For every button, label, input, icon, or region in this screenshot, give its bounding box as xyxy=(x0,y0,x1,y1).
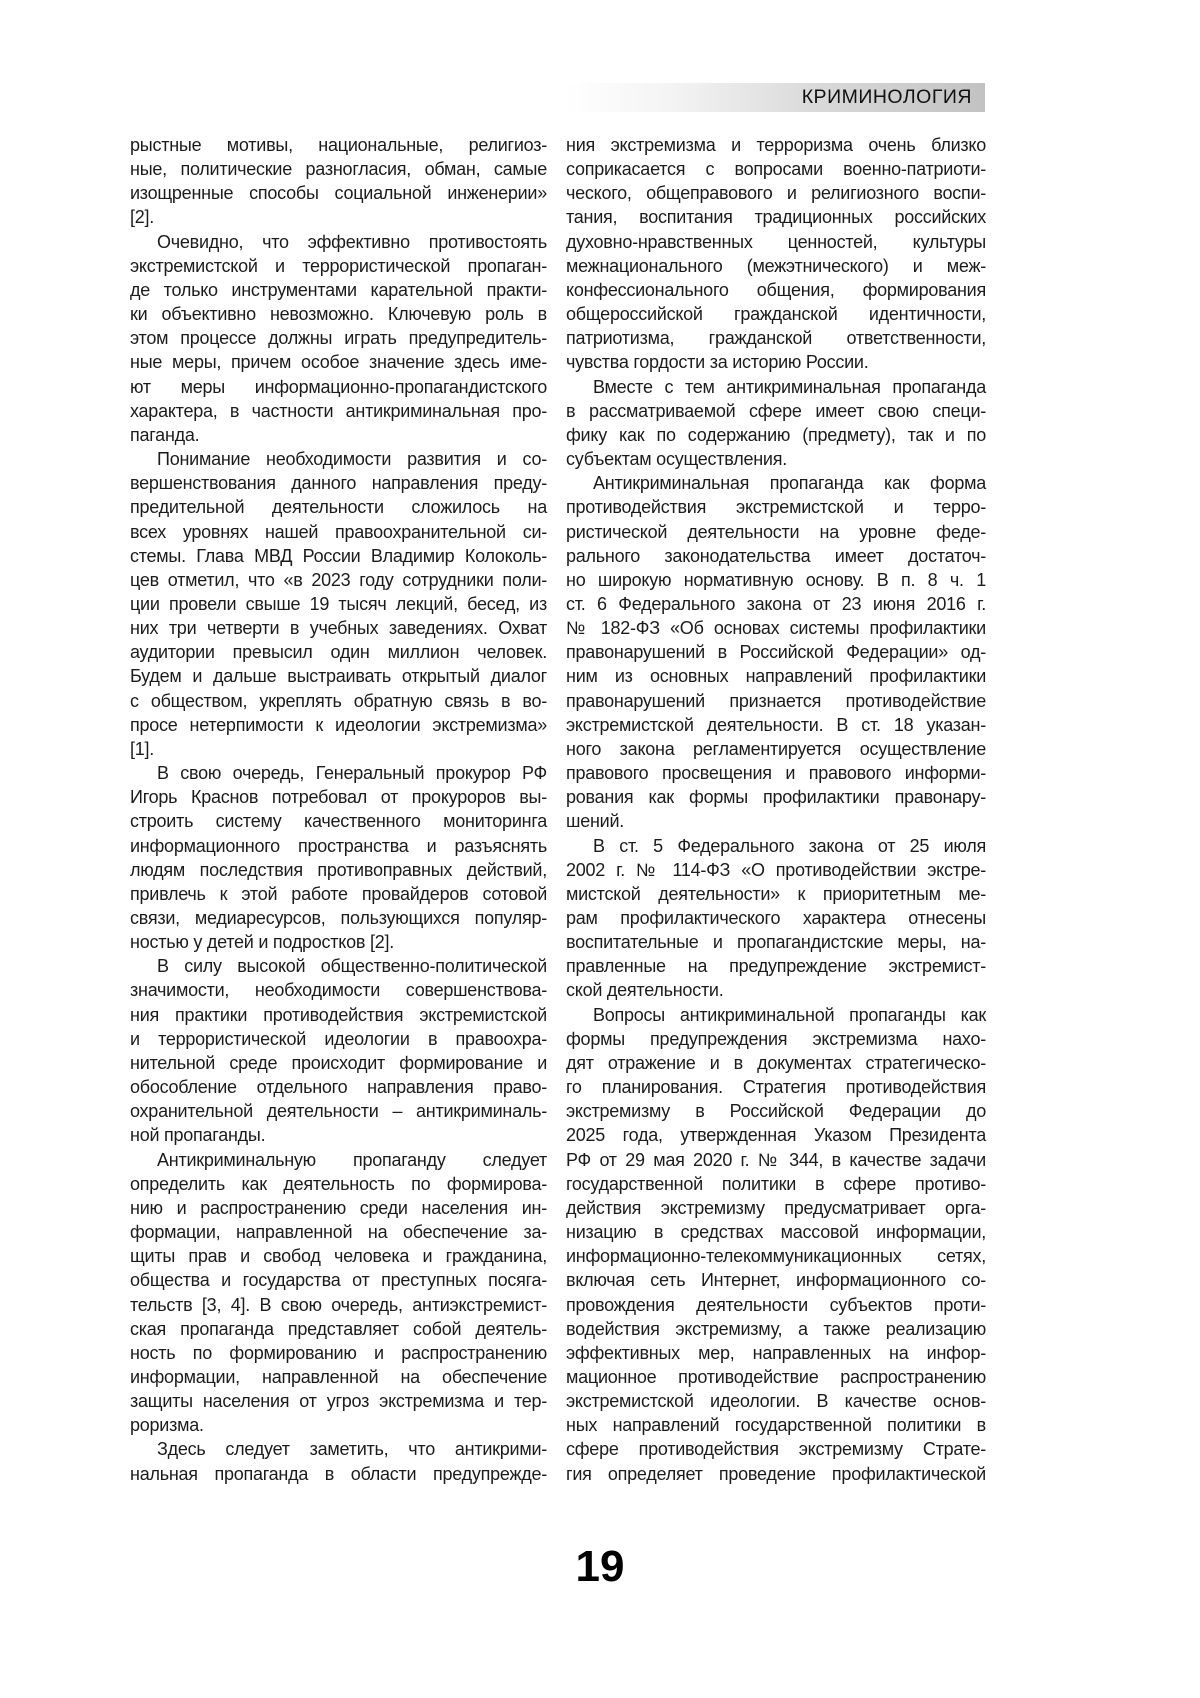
text-line: ные, политические разногласия, обман, самые xyxy=(130,159,547,180)
text-line: Понимание необходимости развития и со- xyxy=(157,449,547,470)
text-line: дят отражение и в документах стратегическо- xyxy=(566,1052,986,1073)
text-line: правленные на предупреждение экстремист- xyxy=(566,956,986,977)
text-line: Вопросы антикриминальной пропаганды как xyxy=(593,1004,986,1025)
text-line: мистской деятельности» к приоритетным ме- xyxy=(566,883,986,904)
text-line: правонарушений в Российской Федерации» од- xyxy=(566,642,986,663)
text-line: де только инструментами карательной практи- xyxy=(130,279,547,300)
text-line: провождения деятельности субъектов проти- xyxy=(566,1294,986,1315)
text-line: водействия экстремизму, а также реализацию xyxy=(566,1318,986,1339)
text-line: общероссийской гражданской идентичности, xyxy=(566,304,986,325)
left-text-column xyxy=(130,133,547,1486)
text-line: Очевидно, что эффективно противостоять xyxy=(157,231,547,252)
text-line: ст. 6 Федерального закона от 23 июня 2016 г. xyxy=(566,593,986,614)
text-line: В силу высокой общественно-политической xyxy=(157,956,547,977)
text-line: общества и государства от преступных посяга- xyxy=(130,1270,547,1291)
text-line: определить как деятельность по формирова- xyxy=(130,1173,547,1194)
text-line: соприкасается с вопросами военно-патриоти- xyxy=(566,159,986,180)
text-line: с обществом, укреплять обратную связь в во- xyxy=(130,690,547,711)
text-line: ним из основных направлений профилактики xyxy=(566,666,986,687)
text-line: Игорь Краснов потребовал от прокуроров вы- xyxy=(130,787,547,808)
text-line: Антикриминальная пропаганда как форма xyxy=(593,473,986,494)
text-line: защиты населения от угроз экстремизма и тер- xyxy=(130,1391,547,1412)
text-line: роризма. xyxy=(130,1415,204,1436)
text-line: аудитории превысил один миллион человек. xyxy=(130,642,547,663)
text-line: 2002 г. № 114-ФЗ «О противодействии экстре- xyxy=(566,859,986,880)
text-line: рыстные мотивы, национальные, религиоз- xyxy=(130,135,547,155)
text-line: тания, воспитания традиционных российских xyxy=(566,207,986,228)
text-line: ской деятельности. xyxy=(566,980,724,1001)
text-line: ностью у детей и подростков [2]. xyxy=(130,932,394,953)
text-line: мационное противодействие распространению xyxy=(566,1366,986,1387)
text-line: и террористической идеологии в правоохра- xyxy=(130,1028,547,1049)
text-line: Будем и дальше выстраивать открытый диалог xyxy=(130,666,547,687)
text-line: [2]. xyxy=(130,207,155,228)
text-line: нию и распространению среди населения ин- xyxy=(130,1197,547,1218)
text-line: конфессионального общения, формирования xyxy=(566,279,986,300)
right-text-column xyxy=(566,133,986,1486)
text-line: экстремистской идеологии. В качестве основ- xyxy=(566,1391,986,1412)
text-line: ют меры информационно-пропагандистского xyxy=(130,376,547,397)
text-line: эффективных мер, направленных на инфор- xyxy=(566,1342,986,1363)
text-line: цев отметил, что «в 2023 году сотрудники поли- xyxy=(130,569,547,590)
text-line: ные меры, причем особое значение здесь име- xyxy=(130,352,547,373)
text-line: ристической деятельности на уровне феде- xyxy=(566,521,986,542)
text-line: формы предупреждения экстремизма нахо- xyxy=(566,1028,986,1049)
text-line: строить систему качественного мониторинга xyxy=(130,811,547,832)
section-header-bar xyxy=(565,83,985,112)
text-line: обособление отдельного направления право- xyxy=(130,1077,547,1098)
text-line: значимости, необходимости совершенствова- xyxy=(130,980,547,1001)
text-line: 2025 года, утвержденная Указом Президента xyxy=(566,1125,986,1146)
text-line: включая сеть Интернет, информационного со- xyxy=(566,1270,986,1291)
text-line: государственной политики в сфере противо- xyxy=(566,1173,986,1194)
text-line: В свою очередь, Генеральный прокурор РФ xyxy=(157,763,547,784)
text-line: межнационального (межэтнического) и меж- xyxy=(566,255,986,276)
text-line: всех уровнях нашей правоохранительной си- xyxy=(130,521,547,542)
text-line: ская пропаганда представляет собой деятель- xyxy=(130,1318,547,1339)
text-line: [1]. xyxy=(130,738,155,759)
text-line: охранительной деятельности – антикриминаль- xyxy=(130,1101,547,1122)
text-line: них три четверти в учебных заведениях. Охват xyxy=(130,618,547,639)
text-line: гия определяет проведение профилактической xyxy=(566,1463,986,1484)
text-line: нительной среде происходит формирование и xyxy=(130,1052,547,1073)
text-line: ки объективно невозможно. Ключевую роль в xyxy=(130,304,547,325)
text-line: рам профилактического характера отнесены xyxy=(566,908,986,928)
text-line: информационного пространства и разъяснять xyxy=(130,835,547,856)
text-line: ной пропаганды. xyxy=(130,1125,266,1146)
text-line: воспитательные и пропагандистские меры, на- xyxy=(566,932,986,953)
text-line: привлечь к этой работе провайдеров сотовой xyxy=(130,883,547,904)
section-title: КРИМИНОЛОГИЯ xyxy=(801,86,972,108)
text-line: фику как по содержанию (предмету), так и по xyxy=(566,424,986,445)
text-line: правонарушений признается противодействие xyxy=(566,690,986,711)
text-line: нальная пропаганда в области предупрежде- xyxy=(130,1463,547,1484)
text-line: просе нетерпимости к идеологии экстремизма» xyxy=(130,714,547,735)
text-line: Антикриминальную пропаганду следует xyxy=(157,1149,547,1170)
text-line: сфере противодействия экстремизму Страте- xyxy=(566,1439,986,1460)
text-line: формации, направленной на обеспечение за- xyxy=(130,1222,547,1243)
text-line: чувства гордости за историю России. xyxy=(566,352,869,373)
text-line: ния практики противодействия экстремистской xyxy=(130,1004,547,1025)
text-line: патриотизма, гражданской ответственности, xyxy=(566,328,986,349)
text-line: паганда. xyxy=(130,424,200,445)
text-line: экстремистской и террористической пропаган- xyxy=(130,255,547,276)
text-line: действия экстремизму предусматривает орга- xyxy=(566,1197,986,1218)
text-line: экстремизму в Российской Федерации до xyxy=(566,1101,986,1122)
text-line: ческого, общеправового и религиозного воспи- xyxy=(566,183,986,204)
text-line: № 182-ФЗ «Об основах системы профилактики xyxy=(566,618,986,639)
text-line: шений. xyxy=(566,811,625,832)
text-line: рования как формы профилактики правонару- xyxy=(566,787,986,808)
text-line: людям последствия противоправных действий, xyxy=(130,859,547,880)
text-line: ного закона регламентируется осуществление xyxy=(566,738,986,759)
text-line: низацию в средствах массовой информации, xyxy=(566,1222,986,1243)
text-line: В ст. 5 Федерального закона от 25 июля xyxy=(593,835,986,856)
text-line: характера, в частности антикриминальная про- xyxy=(130,400,547,421)
text-line: ния экстремизма и терроризма очень близко xyxy=(566,135,986,155)
text-line: но широкую нормативную основу. В п. 8 ч. 1 xyxy=(566,569,986,590)
text-line: информации, направленной на обеспечение xyxy=(130,1366,547,1387)
text-line: противодействия экстремистской и терро- xyxy=(566,497,986,518)
text-line: ность по формированию и распространению xyxy=(130,1342,547,1363)
text-line: стемы. Глава МВД России Владимир Колоколь- xyxy=(130,545,547,566)
text-line: в рассматриваемой сфере имеет свою специ- xyxy=(566,400,986,421)
text-line: связи, медиаресурсов, пользующихся популяр- xyxy=(130,908,547,928)
text-line: тельств [3, 4]. В свою очередь, антиэкстремист- xyxy=(130,1294,547,1315)
text-line: ных направлений государственной политики в xyxy=(566,1415,986,1436)
text-line: рального законодательства имеет достаточ- xyxy=(566,545,986,566)
text-line: го планирования. Стратегия противодействия xyxy=(566,1077,986,1098)
page-number: 19 xyxy=(575,1542,625,1591)
text-line: ции провели свыше 19 тысяч лекций, бесед, из xyxy=(130,593,547,614)
text-line: предительной деятельности сложилось на xyxy=(130,497,547,518)
text-line: субъектам осуществления. xyxy=(566,449,787,470)
text-line: этом процессе должны играть предупредитель- xyxy=(130,328,547,349)
text-line: экстремистской деятельности. В ст. 18 указан- xyxy=(566,714,986,735)
text-line: правового просвещения и правового информи- xyxy=(566,763,986,784)
text-line: щиты прав и свобод человека и гражданина, xyxy=(130,1246,547,1267)
text-line: Вместе с тем антикриминальная пропаганда xyxy=(593,376,986,397)
text-line: РФ от 29 мая 2020 г. № 344, в качестве задачи xyxy=(566,1149,986,1170)
text-line: изощренные способы социальной инженерии» xyxy=(130,183,547,204)
text-line: духовно-нравственных ценностей, культуры xyxy=(566,231,986,252)
text-line: информационно-телекоммуникационных сетях, xyxy=(566,1246,986,1267)
text-line: Здесь следует заметить, что антикрими- xyxy=(157,1439,547,1460)
text-line: вершенствования данного направления преду- xyxy=(130,473,547,494)
